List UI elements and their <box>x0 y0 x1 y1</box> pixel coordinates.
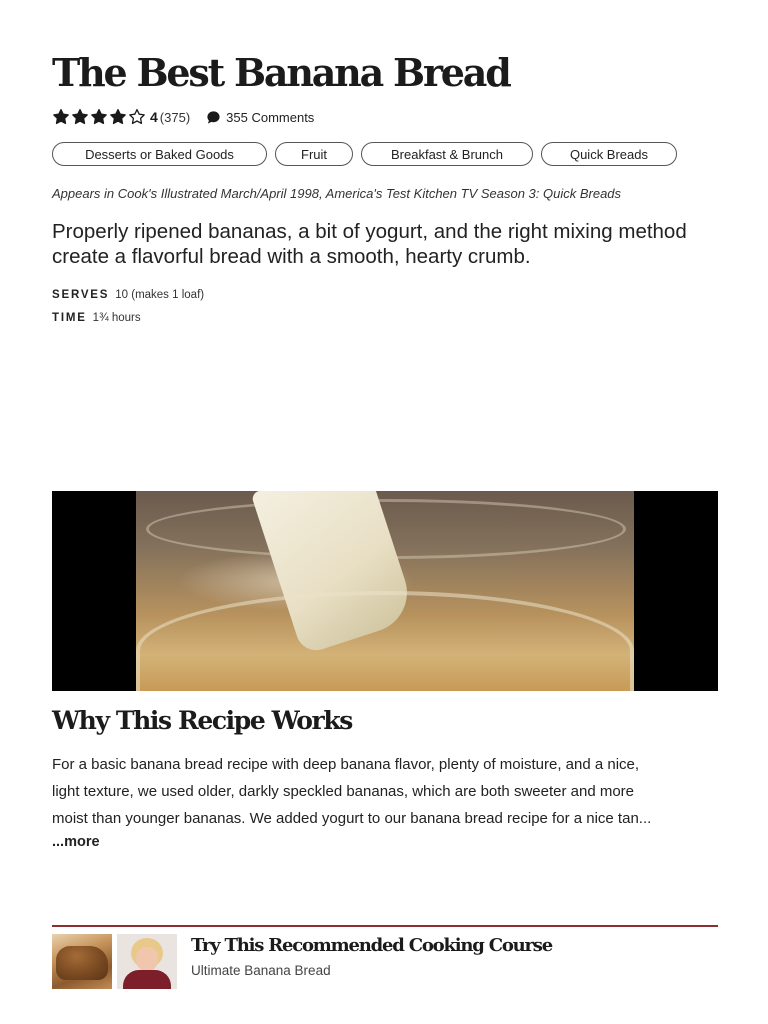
star-filled-icon[interactable] <box>71 108 89 126</box>
serves-value: 10 (makes 1 loaf) <box>115 289 205 301</box>
read-more-link[interactable]: ...more <box>52 834 100 850</box>
tag-list <box>52 142 677 166</box>
video-frame <box>136 491 634 691</box>
tag-desserts[interactable]: Desserts or Baked Goods <box>52 142 267 166</box>
star-filled-icon[interactable] <box>90 108 108 126</box>
star-rating[interactable] <box>52 108 146 126</box>
serves-label: SERVES <box>52 289 110 301</box>
course-subtitle[interactable]: Ultimate Banana Bread <box>191 963 331 978</box>
star-filled-icon[interactable] <box>109 108 127 126</box>
star-filled-icon[interactable] <box>52 108 70 126</box>
why-line: For a basic banana bread recipe with deep banana flavor, plenty of moisture, and a nice, <box>52 756 640 773</box>
time-label: TIME <box>52 312 87 324</box>
time-value: 1¾ hours <box>92 312 141 324</box>
recipe-description: Properly ripened bananas, a bit of yogurt, and the right mixing method create a flavorful bread with a smooth, hearty crumb. <box>52 220 687 268</box>
why-this-recipe-works-heading: Why This Recipe Works <box>52 706 352 735</box>
tag-breakfast-brunch[interactable]: Breakfast & Brunch <box>361 142 533 166</box>
rating-row <box>52 108 314 126</box>
why-line: light texture, we used older, darkly speckled bananas, which are both sweeter and more <box>52 783 634 800</box>
comments-link[interactable] <box>206 110 314 125</box>
recipe-video-player[interactable] <box>52 491 718 691</box>
appears-in-text: Appears in Cook's Illustrated March/April 1998, America's Test Kitchen TV Season 3: Quick Breads <box>52 186 622 201</box>
recommended-course[interactable] <box>52 934 718 990</box>
why-line: moist than younger bananas. We added yogurt to our banana bread recipe for a nice tan... <box>52 810 652 827</box>
rating-value: 4 <box>150 109 158 125</box>
tag-fruit[interactable]: Fruit <box>275 142 353 166</box>
star-empty-icon[interactable] <box>128 108 146 126</box>
comments-count: 355 Comments <box>226 109 315 125</box>
comment-bubble-icon <box>206 110 221 125</box>
instructor-thumbnail[interactable] <box>117 934 177 989</box>
rating-count[interactable]: (375) <box>159 109 191 125</box>
course-divider <box>52 925 718 927</box>
why-this-recipe-works-text <box>52 751 718 832</box>
banana-bread-thumbnail[interactable] <box>52 934 112 989</box>
serves-row <box>52 289 204 301</box>
tag-quick-breads[interactable]: Quick Breads <box>541 142 677 166</box>
page-title: The Best Banana Bread <box>52 50 510 95</box>
time-row <box>52 312 141 324</box>
course-title[interactable]: Try This Recommended Cooking Course <box>191 935 552 956</box>
